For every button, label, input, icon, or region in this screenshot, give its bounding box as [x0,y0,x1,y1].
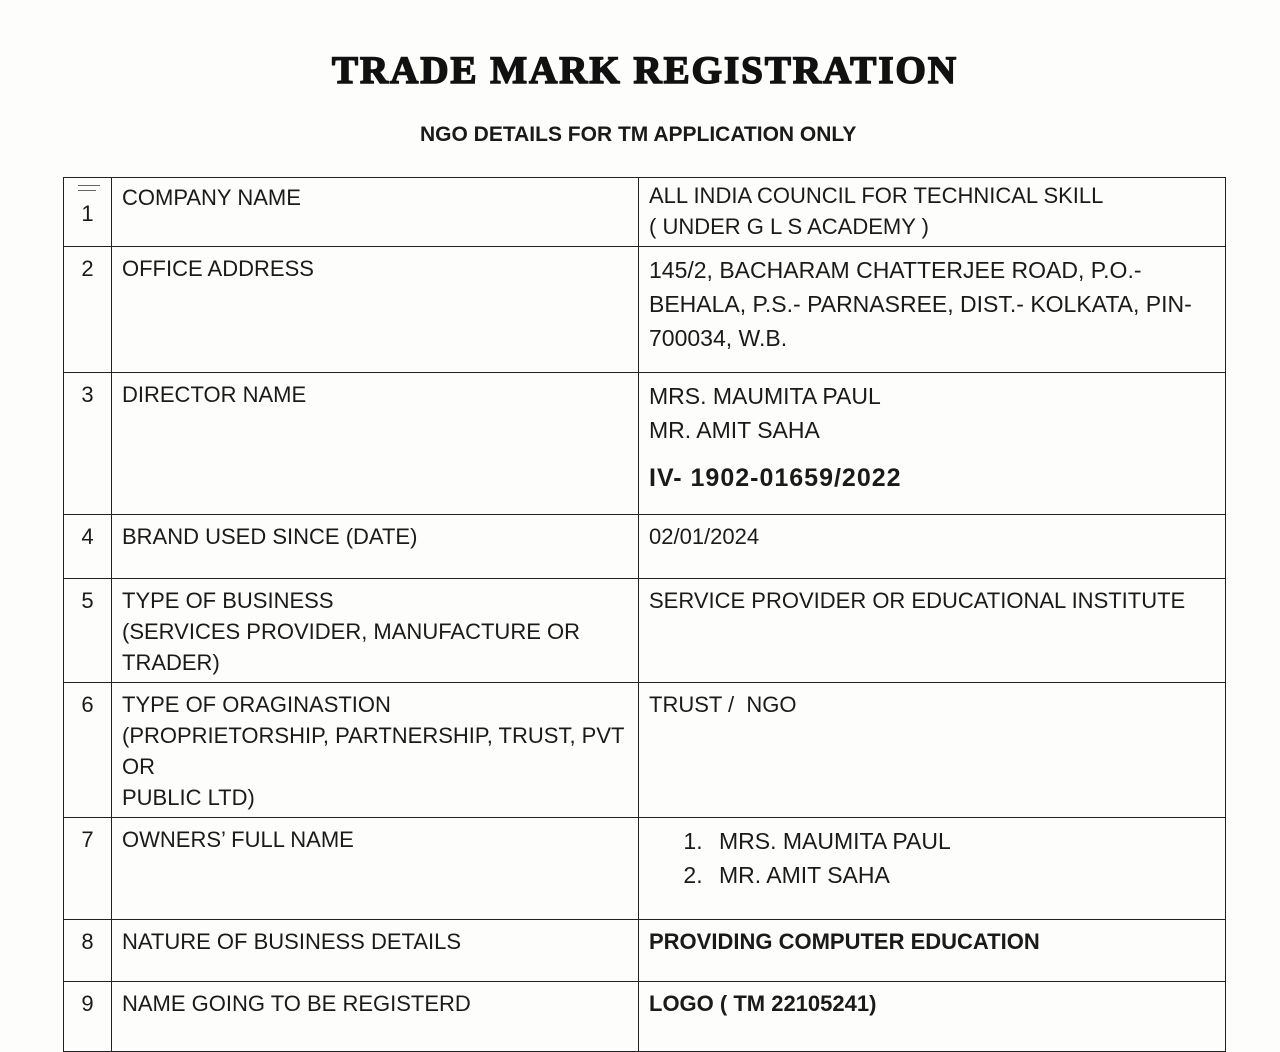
table-row [64,373,1226,515]
table-row [64,920,1226,982]
row-label [112,247,639,373]
row-value [639,920,1226,982]
label-line: OWNERS’ FULL NAME [122,827,354,852]
registration-number: IV- 1902-01659/2022 [649,464,902,492]
company-parent: ( UNDER G L S ACADEMY ) [649,214,929,239]
label-line: (SERVICES PROVIDER, MANUFACTURE OR [122,619,580,644]
label-line: TRADER) [122,650,220,675]
row-number: 1 [64,178,112,247]
label-line: DIRECTOR NAME [122,382,307,407]
business-nature: PROVIDING COMPUTER EDUCATION [649,929,1040,954]
table-row [64,982,1226,1052]
director-name: MR. AMIT SAHA [649,417,820,443]
row-number: 4 [64,515,112,579]
row-value [639,579,1226,683]
row-label [112,515,639,579]
row-value [639,178,1226,247]
company-name: ALL INDIA COUNCIL FOR TECHNICAL SKILL [649,183,1104,208]
row-value [639,373,1226,515]
row-label [112,920,639,982]
label-line: TYPE OF BUSINESS [122,588,334,613]
label-line: NATURE OF BUSINESS DETAILS [122,929,462,954]
document-subtitle: NGO DETAILS FOR TM APPLICATION ONLY [420,123,857,146]
row-label [112,818,639,920]
director-name: MRS. MAUMITA PAUL [649,383,881,409]
row-value [639,683,1226,818]
table-row [64,247,1226,373]
table-row [64,178,1226,247]
owners-list [649,824,1215,892]
row-number: 9 [64,982,112,1052]
table-row [64,818,1226,920]
label-line: NAME GOING TO BE REGISTERD [122,991,471,1016]
row-value [639,247,1226,373]
row-value [639,982,1226,1052]
row-label [112,178,639,247]
business-type: SERVICE PROVIDER OR EDUCATIONAL INSTITUTE [649,588,1186,613]
table-row [64,683,1226,818]
row-number: 7 [64,818,112,920]
table-row [64,579,1226,683]
label-line: OFFICE ADDRESS [122,256,314,281]
owner-item: 2. MR. AMIT SAHA [709,858,1215,892]
registration-name: LOGO ( TM 22105241) [649,991,877,1016]
row-number: 8 [64,920,112,982]
details-table [63,177,1226,1052]
row-value [639,515,1226,579]
label-line: BRAND USED SINCE (DATE) [122,524,418,549]
brand-date: 02/01/2024 [649,524,760,549]
row-number: 6 [64,683,112,818]
row-label [112,579,639,683]
table-row [64,515,1226,579]
address-line: 700034, W.B. [649,325,788,351]
address-line: BEHALA, P.S.- PARNASREE, DIST.- KOLKATA, PIN- [649,291,1192,317]
organisation-type: TRUST / NGO [649,692,797,717]
label-line: TYPE OF ORAGINASTION [122,692,391,717]
row-number: 2 [64,247,112,373]
label-line: (PROPRIETORSHIP, PARTNERSHIP, TRUST, PVT OR [122,723,625,779]
owner-item: 1. MRS. MAUMITA PAUL [709,824,1215,858]
row-label [112,683,639,818]
label-line: COMPANY NAME [122,185,301,210]
row-number: 5 [64,579,112,683]
document-title: TRADE MARK REGISTRATION [331,49,958,92]
row-number: 3 [64,373,112,515]
row-value [639,818,1226,920]
row-label [112,982,639,1052]
label-line: PUBLIC LTD) [122,785,255,810]
address-line: 145/2, BACHARAM CHATTERJEE ROAD, P.O.- [649,257,1142,283]
row-label [112,373,639,515]
